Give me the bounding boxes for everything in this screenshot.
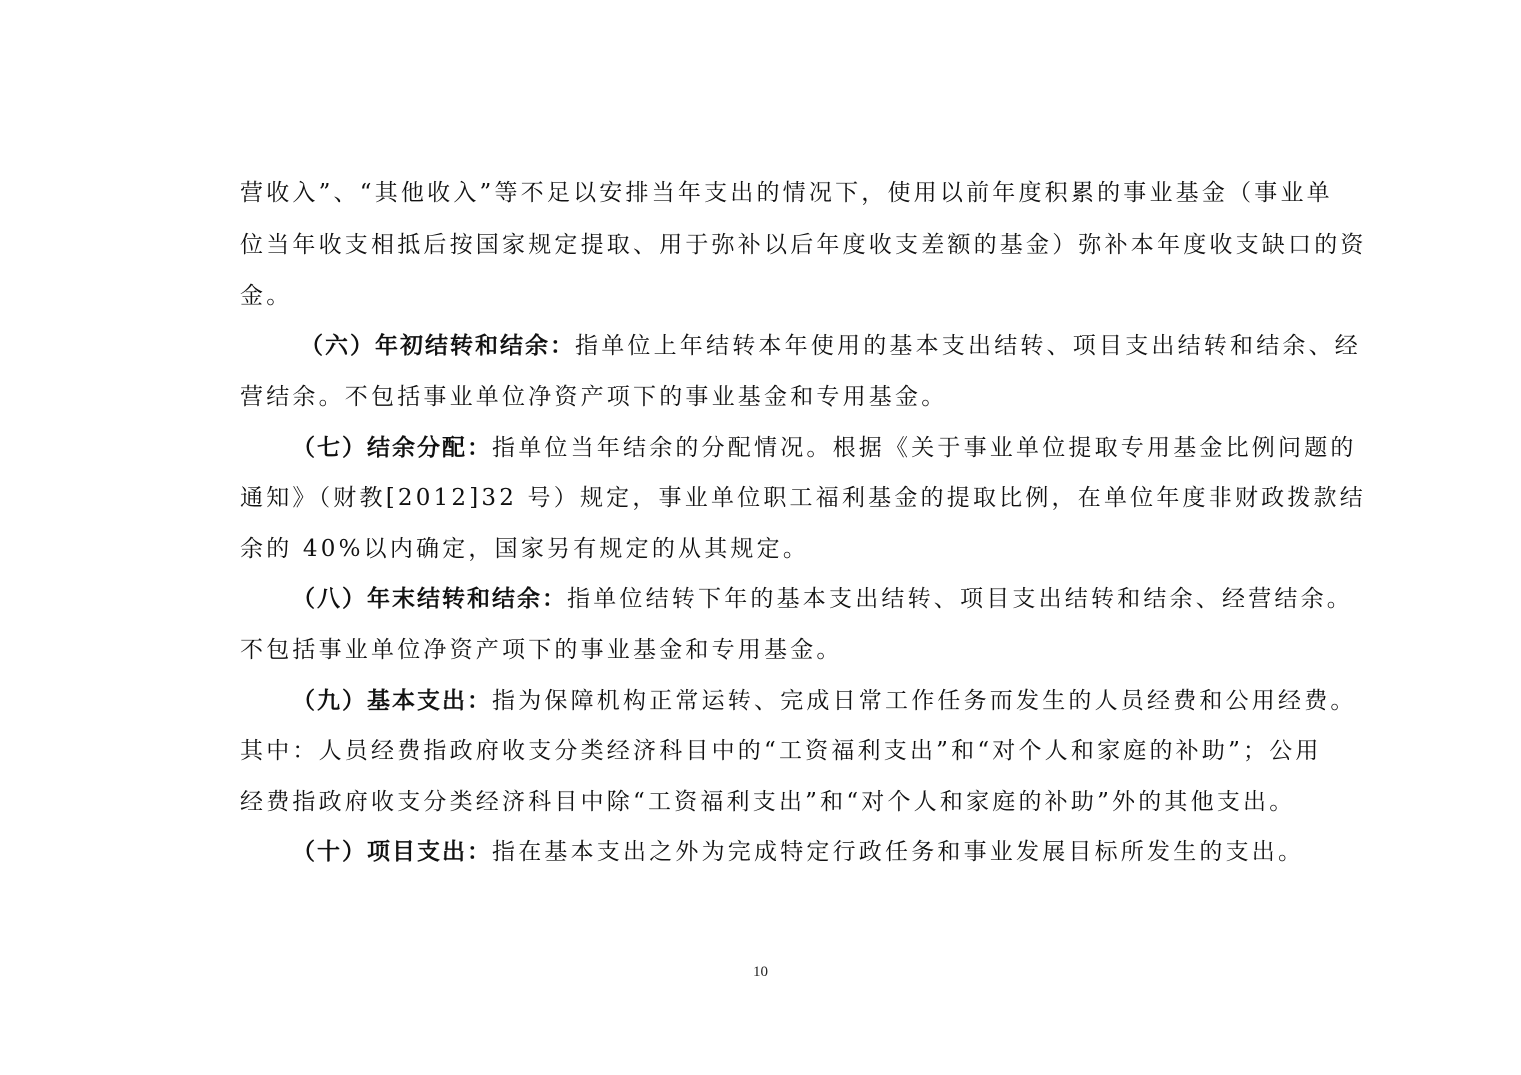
line-text: 指为保障机构正常运转、完成日常工作任务而发生的人员经费和公用经费。 (492, 688, 1357, 714)
body-text-line (240, 481, 1400, 515)
body-text-line (240, 228, 1400, 262)
body-text-line (240, 279, 1400, 313)
line-text: 余的 40%以内确定，国家另有规定的从其规定。 (240, 536, 810, 562)
page-number: 10 (753, 964, 768, 980)
term-heading: （十）项目支出： (292, 839, 492, 865)
line-text: 不包括事业单位净资产项下的事业基金和专用基金。 (240, 637, 843, 663)
line-text: 营收入”、“其他收入”等不足以安排当年支出的情况下，使用以前年度积累的事业基金（事业单 (240, 180, 1333, 206)
paragraph-eight-first-line (292, 582, 1400, 616)
paragraph-ten-first-line (292, 835, 1400, 869)
line-text: 指单位上年结转本年使用的基本支出结转、项目支出结转和结余、经 (575, 333, 1361, 359)
line-text: 位当年收支相抵后按国家规定提取、用于弥补以后年度收支差额的基金）弥补本年度收支缺口的资 (240, 232, 1367, 258)
line-text: 其中：人员经费指政府收支分类经济科目中的“工资福利支出”和“对个人和家庭的补助”；公用 (240, 738, 1322, 764)
paragraph-six-first-line (300, 329, 1400, 363)
paragraph-seven-first-line (292, 431, 1400, 465)
line-text: 营结余。不包括事业单位净资产项下的事业基金和专用基金。 (240, 384, 948, 410)
term-heading: （七）结余分配： (292, 435, 492, 461)
body-text-line (240, 380, 1400, 414)
term-heading: （九）基本支出： (292, 688, 492, 714)
body-text-line (240, 176, 1400, 210)
body-text-line (240, 633, 1400, 667)
line-text: 经费指政府收支分类经济科目中除“工资福利支出”和“对个人和家庭的补助”外的其他支出。 (240, 789, 1296, 815)
line-text: 指单位结转下年的基本支出结转、项目支出结转和结余、经营结余。 (567, 586, 1353, 612)
body-text-line (240, 532, 1400, 566)
body-text-line (240, 785, 1400, 819)
body-text-line (240, 734, 1400, 768)
term-heading: （六）年初结转和结余： (300, 333, 575, 359)
line-text: 指单位当年结余的分配情况。根据《关于事业单位提取专用基金比例问题的 (492, 435, 1357, 461)
term-heading: （八）年末结转和结余： (292, 586, 567, 612)
paragraph-nine-first-line (292, 684, 1400, 718)
line-text: 通知》（财教[2012]32 号）规定，事业单位职工福利基金的提取比例，在单位年度非财政拨款结 (240, 485, 1366, 511)
line-text: 金。 (240, 283, 293, 309)
line-text: 指在基本支出之外为完成特定行政任务和事业发展目标所发生的支出。 (492, 839, 1305, 865)
